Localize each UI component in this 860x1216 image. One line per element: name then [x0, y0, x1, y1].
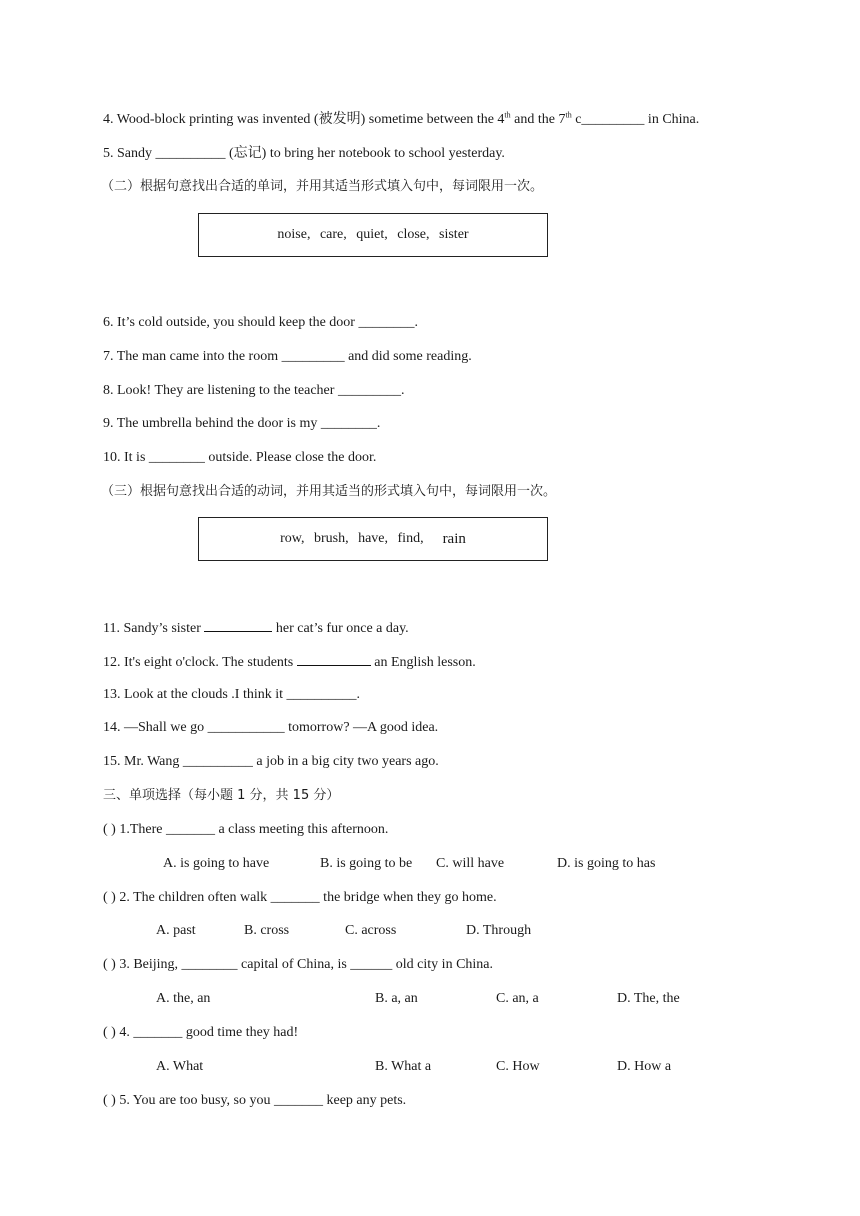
mc-1-option-c: C. will have: [436, 856, 505, 871]
word-box-1: [198, 213, 548, 257]
question-5: 5. Sandy __________ (忘记) to bring her notebook to school yesterday.: [103, 146, 505, 161]
mc-question-4: ( ) 4. _______ good time they had!: [103, 1025, 299, 1040]
mc-4-option-d: D. How a: [617, 1059, 672, 1074]
word-box-2: [198, 517, 548, 561]
question-14: 14. —Shall we go ___________ tomorrow? —A good idea.: [103, 720, 439, 735]
mc-heading: 三、单项选择（每小题 1 分，共 15 分）: [103, 788, 340, 803]
answer-blank: [204, 618, 272, 632]
mc-1-option-b: B. is going to be: [320, 856, 413, 871]
question-11: 11. Sandy’s sister her cat’s fur once a day.: [103, 618, 409, 638]
question-4: 4. Wood-block printing was invented (被发明) sometime between the 4th and the 7th c_________ in China.: [103, 110, 700, 127]
answer-blank: [297, 652, 371, 666]
mc-question-5: ( ) 5. You are too busy, so you _______ keep any pets.: [103, 1093, 407, 1108]
word-box-1-text: noise, care, quiet, close, sister: [277, 227, 469, 242]
mc-2-option-b: B. cross: [244, 923, 290, 938]
mc-2-option-c: C. across: [345, 923, 397, 938]
question-7: 7. The man came into the room _________ and did some reading.: [103, 349, 472, 364]
question-12: 12. It's eight o'clock. The students an English lesson.: [103, 652, 476, 672]
question-15: 15. Mr. Wang __________ a job in a big city two years ago.: [103, 754, 439, 769]
mc-3-option-b: B. a, an: [375, 991, 418, 1006]
mc-2-option-a: A. past: [156, 923, 196, 938]
mc-1-option-d: D. is going to has: [557, 856, 656, 871]
question-9: 9. The umbrella behind the door is my ________.: [103, 416, 381, 431]
mc-question-2: ( ) 2. The children often walk _______ the bridge when they go home.: [103, 890, 497, 905]
mc-4-option-b: B. What a: [375, 1059, 432, 1074]
section-2-heading: （二）根据句意找出合适的单词，并用其适当形式填入句中，每词限用一次。: [101, 179, 544, 194]
question-10: 10. It is ________ outside. Please close the door.: [103, 450, 377, 465]
mc-3-option-d: D. The, the: [617, 991, 680, 1006]
mc-question-1: ( ) 1.There _______ a class meeting this afternoon.: [103, 822, 389, 837]
word-box-2-last: rain: [442, 530, 466, 547]
question-6: 6. It’s cold outside, you should keep the door ________.: [103, 315, 418, 330]
mc-2-option-d: D. Through: [466, 923, 532, 938]
mc-3-option-c: C. an, a: [496, 991, 539, 1006]
mc-1-option-a: A. is going to have: [163, 856, 270, 871]
mc-4-option-a: A. What: [156, 1059, 204, 1074]
word-box-2-text: row, brush, have, find,: [280, 531, 424, 546]
mc-question-3: ( ) 3. Beijing, ________ capital of China, is ______ old city in China.: [103, 957, 494, 972]
question-8: 8. Look! They are listening to the teacher _________.: [103, 383, 405, 398]
question-13: 13. Look at the clouds .I think it __________.: [103, 687, 361, 702]
mc-4-option-c: C. How: [496, 1059, 540, 1074]
mc-3-option-a: A. the, an: [156, 991, 211, 1006]
section-3-heading: （三）根据句意找出合适的动词，并用其适当的形式填入句中，每词限用一次。: [101, 484, 557, 499]
